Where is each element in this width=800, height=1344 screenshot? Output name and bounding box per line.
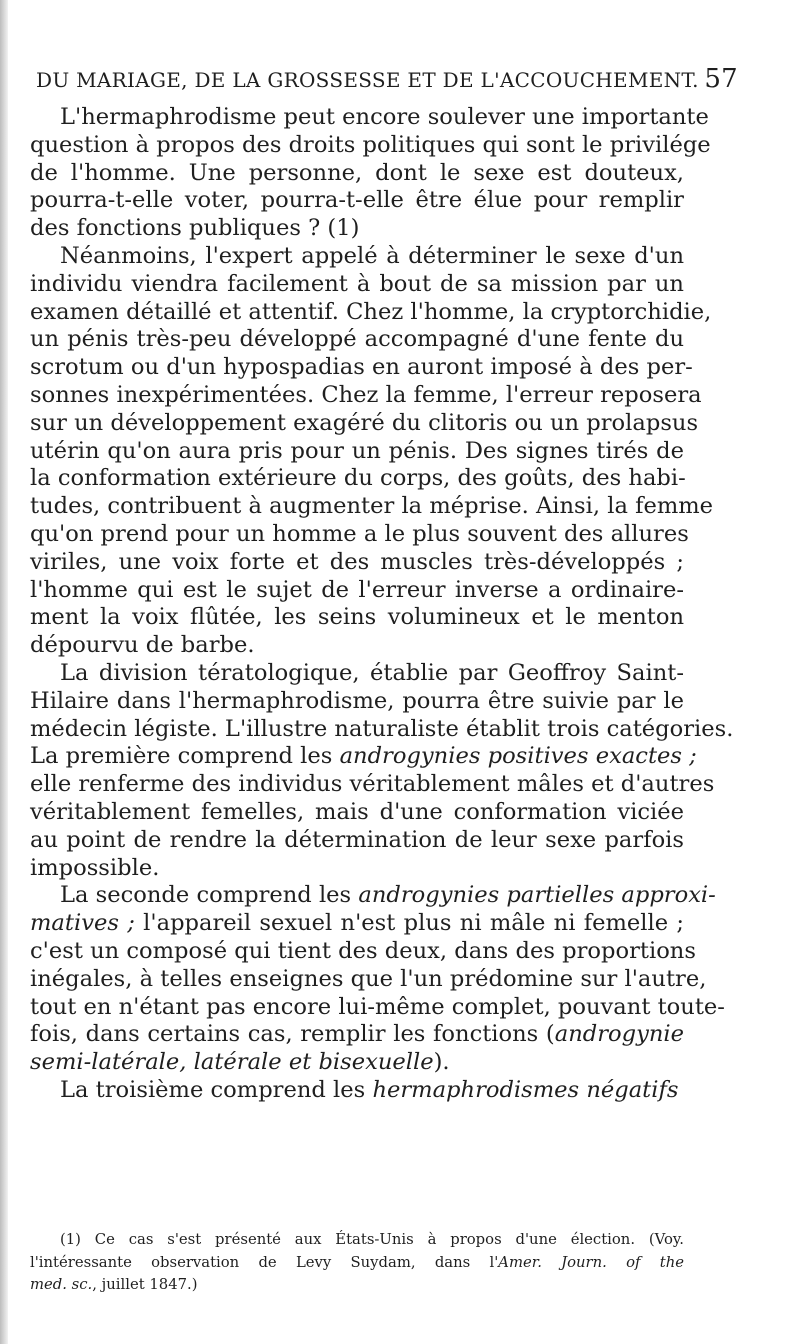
text-line: au point de rendre la détermination de leur sexe parfois <box>30 826 684 853</box>
text-line <box>30 1021 684 1049</box>
text-run: , juillet 1847.) <box>92 1276 198 1293</box>
text-line: tudes, contribuent à augmenter la méprise. Ainsi, la femme <box>30 493 714 520</box>
footnote-line: (1) Ce cas s'est présenté aux États-Unis à propos d'une élection. (Voy. <box>60 1231 684 1248</box>
text-line: Néanmoins, l'expert appelé à déterminer le sexe d'un <box>60 242 684 269</box>
text-line: scrotum ou d'un hypospadias en auront imposé à des per- <box>30 354 693 381</box>
text-run: l'intéressante observation de Levy Suydam, dans l' <box>30 1253 499 1271</box>
text-line: La division tératologique, établie par Geoffroy Saint- <box>60 659 684 686</box>
journal-title: Amer. Journ. of the <box>498 1253 684 1271</box>
text-line: inégales, à telles enseignes que l'un prédomine sur l'autre, <box>30 965 707 992</box>
text-line: de l'homme. Une personne, dont le sexe est douteux, <box>30 159 684 186</box>
text-line: la conformation extérieure du corps, des goûts, des habi- <box>30 465 686 492</box>
text-line: impossible. <box>30 854 160 881</box>
italic-term: semi-latérale, latérale et bisexuelle <box>30 1049 434 1076</box>
text-line: qu'on prend pour un homme a le plus souvent des allures <box>30 520 689 547</box>
text-line: tout en n'étant pas encore lui-même complet, pouvant toute- <box>30 993 725 1020</box>
text-line <box>30 882 716 910</box>
text-line: véritablement femelles, mais d'une conformation viciée <box>30 798 684 825</box>
text-line: individu viendra facilement à bout de sa mission par un <box>30 270 684 297</box>
text-line: utérin qu'on aura pris pour un pénis. Des signes tirés de <box>30 437 684 464</box>
text-run: fois, dans certains cas, remplir les fonctions ( <box>30 1021 555 1048</box>
text-run: ). <box>433 1049 450 1076</box>
footnote-line <box>30 1274 684 1297</box>
text-line: pourra-t-elle voter, pourra-t-elle être élue pour remplir <box>30 187 684 214</box>
italic-term: hermaphrodismes négatifs <box>372 1076 679 1103</box>
text-run: La troisième comprend les <box>60 1076 366 1103</box>
text-line: examen détaillé et attentif. Chez l'homme, la cryptorchidie, <box>30 298 712 325</box>
text-line: ment la voix flûtée, les seins volumineux et le menton <box>30 604 684 631</box>
text-line: sonnes inexpérimentées. Chez la femme, l'erreur reposera <box>30 381 702 408</box>
running-title: DU MARIAGE, DE LA GROSSESSE ET DE L'ACCOUCHEMENT. <box>36 68 699 92</box>
text-line: viriles, une voix forte et des muscles très-développés ; <box>30 548 684 575</box>
text-line: médecin légiste. L'illustre naturaliste établit trois catégories. <box>30 715 734 742</box>
journal-title: med. sc. <box>30 1276 93 1293</box>
italic-term: androgynies positives exactes ; <box>339 743 697 770</box>
book-spine-shadow <box>0 0 8 1344</box>
text-line: c'est un composé qui tient des deux, dans des proportions <box>30 937 696 964</box>
text-line <box>30 910 684 938</box>
italic-term: matives ; <box>30 910 135 937</box>
italic-term: androgynie <box>554 1021 684 1048</box>
text-line <box>30 1077 684 1105</box>
footnote-line <box>30 1252 684 1275</box>
text-line <box>30 1049 684 1077</box>
text-line: des fonctions publiques ? (1) <box>30 215 360 242</box>
text-line: L'hermaphrodisme peut encore soulever une importante <box>60 104 709 130</box>
text-run: l'appareil sexuel n'est plus ni mâle ni femelle ; <box>143 910 684 937</box>
text-line: elle renferme des individus véritablement mâles et d'autres <box>30 771 715 798</box>
text-run: La seconde comprend les <box>60 882 352 909</box>
text-line: Hilaire dans l'hermaphrodisme, pourra être suivie par le <box>30 687 684 714</box>
text-line: un pénis très-peu développé accompagné d'une fente du <box>30 326 684 353</box>
text-line: sur un développement exagéré du clitoris ou un prolapsus <box>30 409 699 436</box>
body-text <box>30 104 734 1105</box>
text-line: question à propos des droits politiques qui sont le privilége <box>30 131 711 158</box>
italic-term: androgynies partielles approxi- <box>358 882 716 909</box>
footnote <box>30 1229 684 1297</box>
text-line: l'homme qui est le sujet de l'erreur inverse a ordinaire- <box>30 576 684 603</box>
page-number: 57 <box>704 64 738 94</box>
text-line: dépourvu de barbe. <box>30 632 255 659</box>
text-line <box>30 743 697 771</box>
text-run: La première comprend les <box>30 743 333 770</box>
book-page <box>30 0 794 1344</box>
